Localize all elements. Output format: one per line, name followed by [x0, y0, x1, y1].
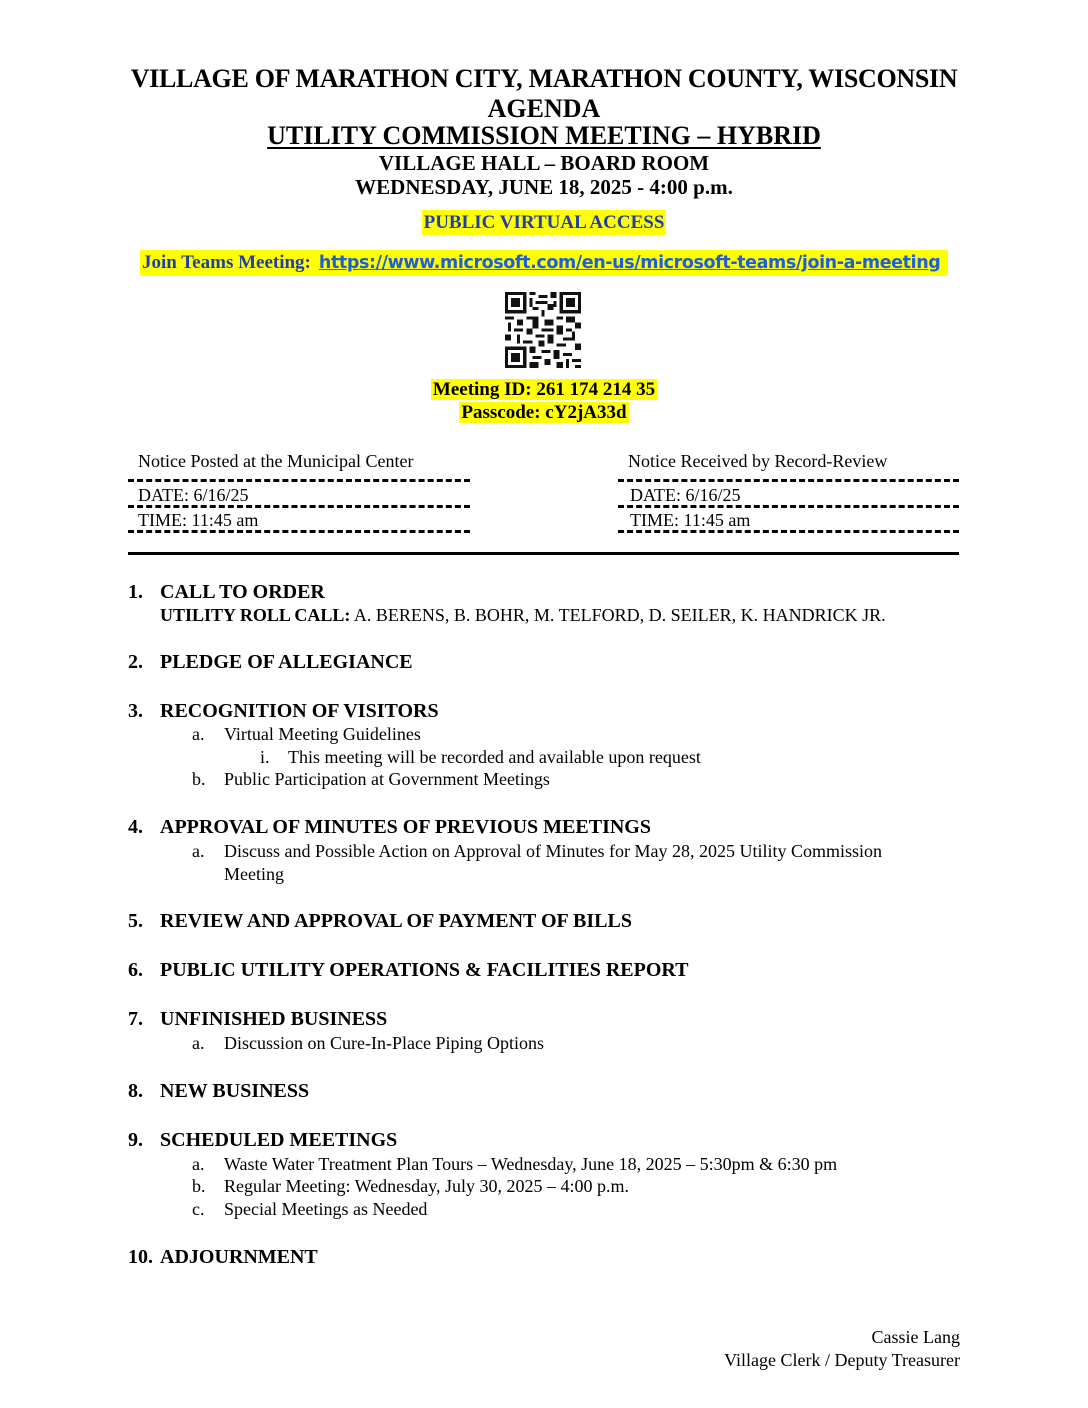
agenda-subitem: a. Discussion on Cure-In-Place Piping Options: [192, 1033, 544, 1053]
join-teams-link[interactable]: https://www.microsoft.com/en-us/microsoft-teams/join-a-meeting: [318, 253, 941, 273]
agenda-item-5: 5. REVIEW AND APPROVAL OF PAYMENT OF BILLS: [128, 910, 632, 932]
document-type: AGENDA: [487, 94, 601, 123]
agenda-item-7: 7. UNFINISHED BUSINESS: [128, 1008, 388, 1030]
meeting-id: Meeting ID: 261 174 214 35: [432, 379, 656, 400]
signatory-name: Cassie Lang: [871, 1327, 960, 1347]
agenda-subitem: a. Virtual Meeting Guidelines: [192, 724, 421, 744]
notice-received-date: DATE: 6/16/25: [630, 485, 741, 505]
dashed-divider: [128, 505, 470, 508]
notice-posted-time: TIME: 11:45 am: [138, 510, 259, 530]
meeting-datetime: WEDNESDAY, JUNE 18, 2025 - 4:00 p.m.: [355, 175, 733, 199]
agenda-subitem: b. Public Participation at Government Meetings: [192, 769, 550, 789]
agenda-subitem: i. This meeting will be recorded and available upon request: [260, 747, 701, 767]
signatory-title: Village Clerk / Deputy Treasurer: [724, 1350, 960, 1370]
agenda-subitem: a. Waste Water Treatment Plan Tours – Wednesday, June 18, 2025 – 5:30pm & 6:30 pm: [192, 1154, 838, 1174]
section-divider: [128, 552, 959, 555]
agenda-item-2: 2. PLEDGE OF ALLEGIANCE: [128, 651, 413, 673]
join-teams-row: [140, 250, 948, 276]
meeting-location: VILLAGE HALL – BOARD ROOM: [378, 151, 710, 175]
agenda-subitem: b. Regular Meeting: Wednesday, July 30, 2025 – 4:00 p.m.: [192, 1176, 629, 1196]
virtual-access-heading: PUBLIC VIRTUAL ACCESS: [423, 212, 665, 233]
roll-call: UTILITY ROLL CALL: A. BERENS, B. BOHR, M. TELFORD, D. SEILER, K. HANDRICK JR.: [160, 605, 886, 625]
agenda-subitem: a. Discuss and Possible Action on Approval of Minutes for May 28, 2025 Utility Commission: [192, 841, 882, 861]
agenda-subitem-continued: Meeting: [224, 864, 284, 884]
agenda-item-4: 4. APPROVAL OF MINUTES OF PREVIOUS MEETINGS: [128, 816, 651, 838]
agenda-item-1: 1. CALL TO ORDER: [128, 581, 325, 603]
dashed-divider: [128, 479, 470, 482]
agenda-item-8: 8. NEW BUSINESS: [128, 1080, 310, 1102]
meeting-passcode: Passcode: cY2jA33d: [461, 402, 627, 423]
dashed-divider: [618, 530, 959, 533]
qr-code-icon[interactable]: [505, 292, 581, 368]
dashed-divider: [618, 479, 959, 482]
agenda-item-3: 3. RECOGNITION OF VISITORS: [128, 700, 439, 722]
meeting-title: UTILITY COMMISSION MEETING – HYBRID: [267, 121, 821, 150]
municipality-title: VILLAGE OF MARATHON CITY, MARATHON COUNTY, WISCONSIN: [130, 64, 958, 93]
dashed-divider: [128, 530, 470, 533]
notice-received-title: Notice Received by Record-Review: [628, 451, 888, 471]
notice-posted-title: Notice Posted at the Municipal Center: [138, 451, 414, 471]
agenda-item-9: 9. SCHEDULED MEETINGS: [128, 1129, 398, 1151]
notice-posted-date: DATE: 6/16/25: [138, 485, 249, 505]
dashed-divider: [618, 505, 959, 508]
join-teams-label: Join Teams Meeting:: [142, 252, 311, 273]
agenda-subitem: c. Special Meetings as Needed: [192, 1199, 428, 1219]
agenda-item-10: 10. ADJOURNMENT: [128, 1246, 318, 1268]
agenda-item-6: 6. PUBLIC UTILITY OPERATIONS & FACILITIES REPORT: [128, 959, 689, 981]
notice-received-time: TIME: 11:45 am: [630, 510, 751, 530]
